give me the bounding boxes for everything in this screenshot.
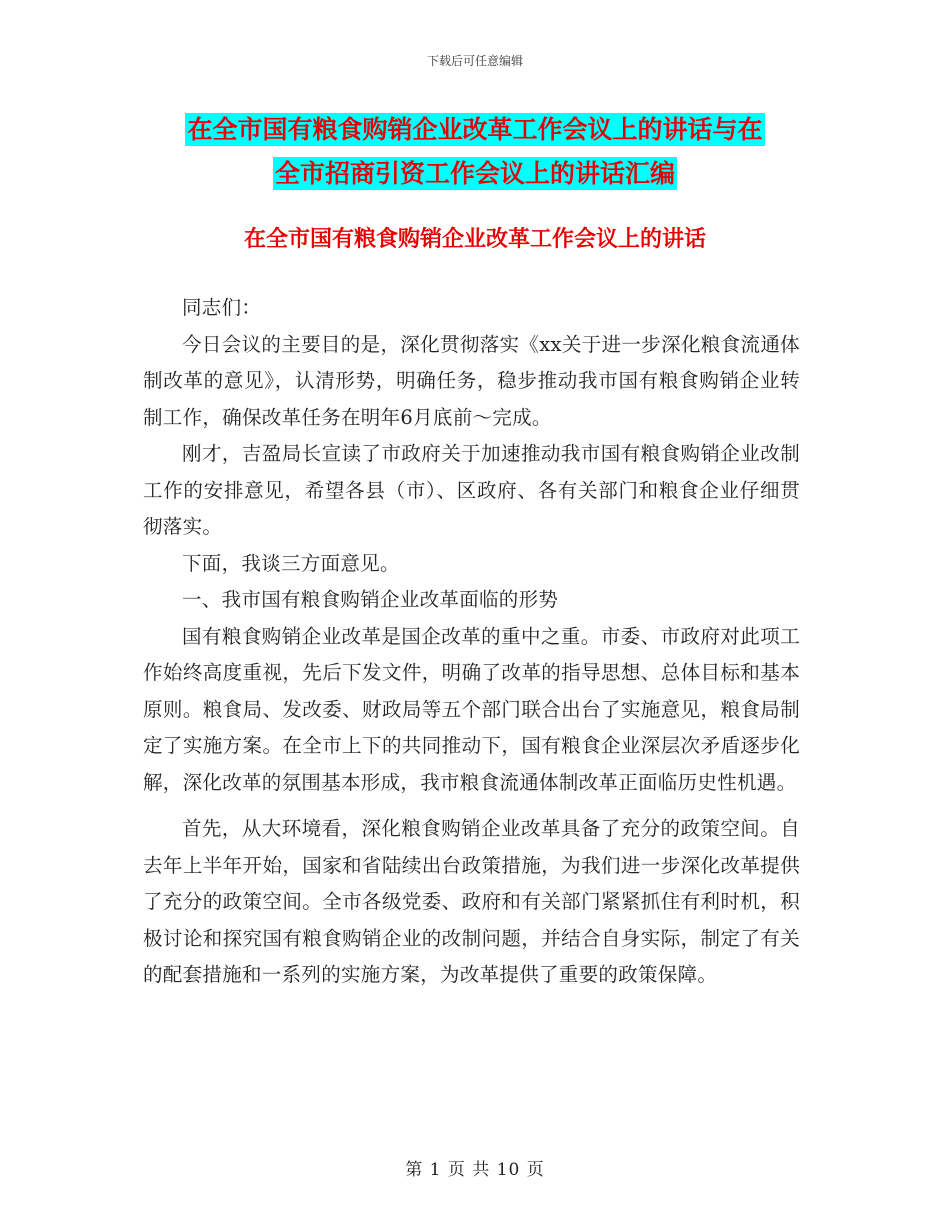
paragraph: 今日会议的主要目的是，深化贯彻落实《xx关于进一步深化粮食流通体制改革的意见》，认清形势，明确任务，稳步推动我市国有粮食购销企业转制工作，确保改革任务在明年6月底前～完成。	[143, 332, 800, 429]
section-title: 在全市国有粮食购销企业改革工作会议上的讲话	[243, 227, 706, 252]
paragraph: 下面，我谈三方面意见。	[182, 551, 400, 575]
paragraph: 国有粮食购销企业改革是国企改革的重中之重。市委、市政府对此项工作始终高度重视，先后下发文件，明确了改革的指导思想、总体目标和基本原则。粮食局、发改委、财政局等五个部门联合出台了实施意见，粮食局制定了实施方案。在全市上下的共同推动下，国有粮食企业深层次矛盾逐步化解，深化改革的氛围基本形成，我市粮食流通体制改革正面临历史性机遇。	[143, 624, 800, 794]
paragraph-heading: 一、我市国有粮食购销企业改革面临的形势	[182, 588, 559, 611]
title-line-2: 全市招商引资工作会议上的讲话汇编	[274, 159, 675, 188]
title-line-1: 在全市国有粮食购销企业改革工作会议上的讲话与在	[187, 115, 763, 144]
page-footer: 第 1 页 共 10 页	[405, 1160, 545, 1180]
paragraph: 首先，从大环境看，深化粮食购销企业改革具备了充分的政策空间。自去年上半年开始，国家和省陆续出台政策措施，为我们进一步深化改革提供了充分的政策空间。全市各级党委、政府和有关部门紧紧抓住有利时机，积极讨论和探究国有粮食购销企业的改制问题，并结合自身实际，制定了有关的配套措施和一系列的实施方案，为改革提供了重要的政策保障。	[143, 817, 800, 986]
body-text	[143, 290, 800, 994]
header-note: 下载后可任意编辑	[426, 54, 523, 68]
paragraph-salutation: 同志们：	[182, 296, 262, 319]
document-title	[140, 108, 810, 196]
paragraph: 刚才，吉盈局长宣读了市政府关于加速推动我市国有粮食购销企业改制工作的安排意见，希望各县（市）、区政府、各有关部门和粮食企业仔细贯彻落实。	[143, 442, 800, 538]
